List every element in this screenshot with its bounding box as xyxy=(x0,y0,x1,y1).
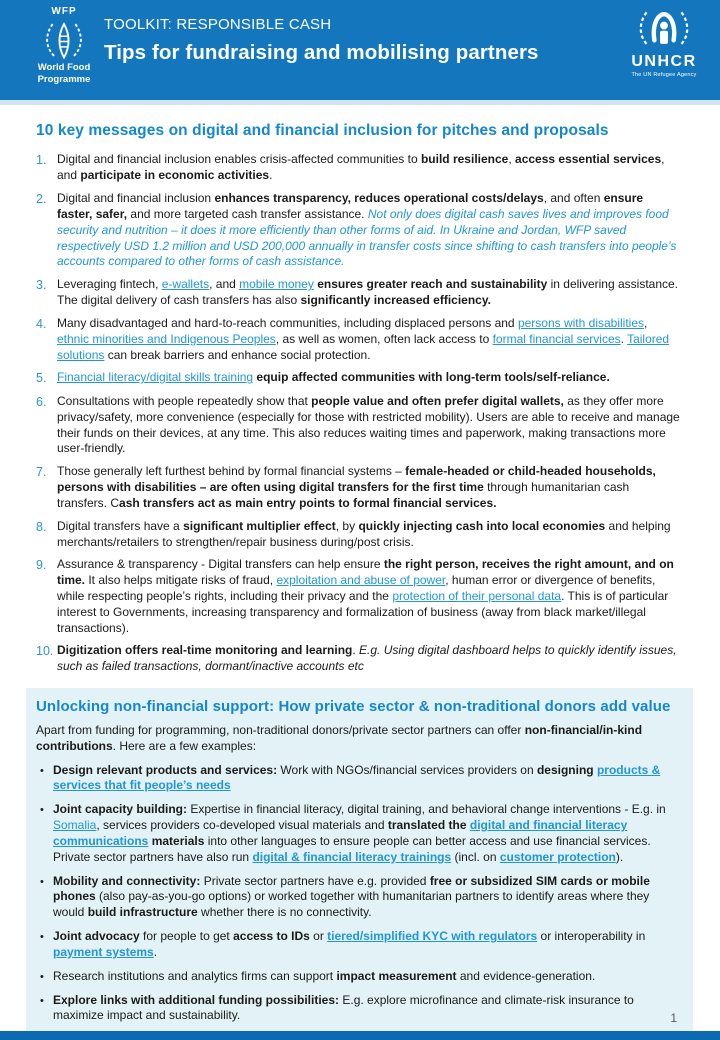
text-run: access to IDs xyxy=(233,929,310,944)
text-run: , by xyxy=(335,518,359,533)
text-run: ash transfers act as main entry points to formal financial services. xyxy=(119,495,497,510)
item-text xyxy=(57,643,680,675)
bullet-marker xyxy=(36,993,53,1025)
item-number: 6. xyxy=(36,394,47,409)
text-run: through humanitarian cash transfers. C xyxy=(57,480,630,510)
inline-link[interactable]: products & services that fit people’s needs xyxy=(53,762,661,793)
text-run: Joint capacity building: xyxy=(53,802,188,817)
text-run: free or subsidized SIM cards or mobile phones xyxy=(53,873,650,904)
text-run: build resilience xyxy=(420,152,509,167)
text-run: Mobility and connectivity: xyxy=(53,873,201,888)
text-run: build infrastructure xyxy=(87,905,198,920)
text-run: designing xyxy=(536,762,597,777)
inline-link[interactable]: mobile money xyxy=(239,277,314,292)
bullet-text xyxy=(53,969,679,985)
text-run: . xyxy=(620,331,628,346)
inline-link[interactable]: Tailored solutions xyxy=(57,331,670,362)
text-run: for people to get xyxy=(139,929,234,944)
bullet-marker xyxy=(36,763,53,795)
text-run: non-financial/in-kind contributions xyxy=(36,722,643,753)
item-text xyxy=(57,191,680,270)
item-number: 9. xyxy=(36,558,47,573)
item-number: 3. xyxy=(36,278,47,293)
item-text xyxy=(57,277,680,309)
item-number: 5. xyxy=(36,371,47,386)
text-run: enhances transparency, reduces operational costs/delays xyxy=(214,191,544,206)
text-run: E.g. explore microfinance and climate-risk insurance to maximize impact and sustainability. xyxy=(53,992,634,1023)
item-text xyxy=(57,152,680,184)
support-bullet-item xyxy=(36,763,679,795)
text-run: Assurance & transparency - Digital transfers can help ensure xyxy=(57,557,384,572)
key-message-item xyxy=(36,464,680,511)
text-run: access essential services xyxy=(515,152,662,167)
text-run: ). xyxy=(615,849,624,864)
text-run: Work with NGOs/financial services providers on xyxy=(277,762,537,777)
text-run: , and often xyxy=(543,191,604,206)
text-run: Explore links with additional funding possibilities: xyxy=(53,992,340,1007)
footer-bar xyxy=(0,1031,720,1040)
key-messages-list xyxy=(36,152,680,675)
text-run: , xyxy=(508,152,516,167)
text-run: , human error or divergence of benefits, while respecting people’s rights, including their privacy and the xyxy=(57,573,656,603)
text-run: in delivering assistance. The digital delivery of cash transfers has also xyxy=(57,277,679,308)
inline-link[interactable]: digital and financial literacy communications xyxy=(53,818,628,848)
text-run: It also helps mitigate risks of fraud, xyxy=(85,573,277,588)
inline-link[interactable]: e-wallets xyxy=(161,277,210,292)
support-section-heading: Unlocking non-financial support: How private sector & non-traditional donors add value xyxy=(36,698,671,716)
bullet-marker xyxy=(36,802,53,865)
text-run: or xyxy=(309,929,328,944)
key-message-item xyxy=(36,152,680,184)
text-run: Those generally left furthest behind by formal financial systems – xyxy=(57,464,406,479)
unhcr-acronym-label: UNHCR xyxy=(631,53,697,70)
wfp-acronym-label: WFP xyxy=(51,6,77,17)
support-bullet-item xyxy=(36,929,679,961)
text-run: Expertise in financial literacy, digital training, and behavioral change interventions - E.g. in xyxy=(187,802,666,817)
text-run: , xyxy=(644,315,648,330)
item-number: 8. xyxy=(36,519,47,534)
inline-link[interactable]: ethnic minorities and Indigenous Peoples xyxy=(57,331,276,346)
text-run: can break barriers and enhance social protection. xyxy=(104,347,371,362)
text-run: Research institutions and analytics firms can support xyxy=(53,968,337,983)
wfp-logo xyxy=(26,5,102,86)
key-message-item xyxy=(36,394,680,457)
support-bullet-list xyxy=(36,763,679,1025)
unhcr-emblem-icon xyxy=(622,8,706,50)
text-run: , and xyxy=(57,152,665,183)
text-run: Digital and financial inclusion enables crisis-affected communities to xyxy=(57,152,421,167)
wfp-name-line1: World Food xyxy=(37,62,91,74)
support-bullet-item xyxy=(36,802,679,865)
text-run: impact measurement xyxy=(336,968,457,983)
text-run: , as well as women, often lack access to xyxy=(275,331,493,346)
wfp-emblem-icon xyxy=(26,18,102,62)
inline-link[interactable]: payment systems xyxy=(53,944,154,959)
text-run: the right person, receives the right amount, and on time. xyxy=(57,557,674,588)
text-run: , services providers co-developed visual materials and xyxy=(96,818,388,833)
item-number: 4. xyxy=(36,316,47,331)
text-run: Apart from funding for programming, non-traditional donors/private sector partners can offer xyxy=(36,722,525,737)
bullet-marker xyxy=(36,874,53,921)
text-run: quickly injecting cash into local economies xyxy=(358,518,606,533)
text-run: and helping merchants/retailers to strengthen/repair business during/post crisis. xyxy=(57,518,671,549)
item-text xyxy=(57,370,680,387)
key-message-item xyxy=(36,519,680,551)
key-message-item xyxy=(36,370,680,387)
inline-link[interactable]: formal financial services xyxy=(492,331,621,346)
bullet-text xyxy=(53,763,679,795)
text-run: equip affected communities with long-term tools/self-reliance. xyxy=(256,370,610,385)
text-run: ensures greater reach and sustainability xyxy=(317,277,548,292)
item-number: 2. xyxy=(36,192,47,207)
bullet-marker xyxy=(36,969,53,985)
inline-link[interactable]: customer protection xyxy=(499,849,616,864)
text-run: (also pay-as-you-go options) or worked together with humanitarian partners to identify areas where they would xyxy=(53,889,650,920)
text-run: materials xyxy=(148,833,205,848)
bullet-marker xyxy=(36,929,53,961)
text-run: , and xyxy=(209,277,240,292)
text-run: whether there is no connectivity. xyxy=(197,905,372,920)
text-run: Leveraging fintech, xyxy=(57,277,162,292)
text-run: ensure faster, safer, xyxy=(57,191,644,221)
text-run: significantly increased efficiency. xyxy=(300,293,491,308)
text-run: translated the xyxy=(387,818,470,833)
inline-link[interactable]: persons with disabilities xyxy=(517,315,645,330)
text-run: female-headed or child-headed households, persons with disabilities – are often using digital transfers for the first time xyxy=(57,464,656,495)
text-run: Many disadvantaged and hard-to-reach communities, including displaced persons and xyxy=(57,315,518,330)
item-number: 10. xyxy=(36,644,54,659)
toolkit-eyebrow: TOOLKIT: RESPONSIBLE CASH xyxy=(104,16,332,33)
text-run: Joint advocacy xyxy=(53,929,140,944)
item-text xyxy=(57,519,680,551)
text-run: . xyxy=(153,944,158,959)
item-text xyxy=(57,316,680,363)
page-title: Tips for fundraising and mobilising partners xyxy=(104,40,539,64)
support-section-intro xyxy=(36,723,679,755)
text-run: Private sector partners have e.g. provided xyxy=(200,873,430,888)
key-message-item xyxy=(36,277,680,309)
text-run: . xyxy=(352,643,360,658)
text-run: into other languages to ensure people can better access and use financial services. Private sector partners have also run xyxy=(53,833,651,864)
item-number: 7. xyxy=(36,465,47,480)
text-run: participate in economic activities xyxy=(80,168,270,183)
text-run: people value and often prefer digital wallets, xyxy=(311,393,564,408)
text-run: Digital transfers have a xyxy=(57,518,184,533)
text-run: Design relevant products and services: xyxy=(53,762,278,777)
text-run: . xyxy=(269,168,273,183)
bullet-text xyxy=(53,802,679,865)
inline-link[interactable]: protection of their personal data xyxy=(392,589,562,603)
inline-link[interactable]: digital & financial literacy trainings xyxy=(252,849,452,864)
non-financial-support-section xyxy=(26,688,693,1034)
bullet-text xyxy=(53,874,679,921)
inline-link[interactable]: Financial literacy/digital skills training xyxy=(57,370,254,385)
text-run: Not only does digital cash saves lives and improves food security and nutrition – it does it more efficiently than other forms of aid. In Ukraine and Jordan, WFP saved respectively USD 1.2 million and USD 200,000 annually in transfer costs since shifting to cash transfers into people’s accounts compared to other forms of cash assistance. xyxy=(57,206,677,269)
bullet-text xyxy=(53,929,679,961)
text-run: E.g. Using digital dashboard helps to quickly identify issues, such as failed transactions, dormant/inactive accounts etc xyxy=(57,643,677,674)
support-bullet-item xyxy=(36,874,679,921)
inline-link[interactable]: exploitation and abuse of power xyxy=(276,573,446,588)
bullet-text xyxy=(53,993,679,1025)
text-run: and evidence-generation. xyxy=(456,968,596,983)
text-run: Digitization offers real-time monitoring and learning xyxy=(57,643,353,658)
key-message-item xyxy=(36,316,680,363)
text-run: Digital and financial inclusion xyxy=(57,191,215,206)
support-bullet-item xyxy=(36,969,679,985)
text-run: and more targeted cash transfer assistance. xyxy=(127,206,368,221)
inline-link[interactable]: Somalia xyxy=(53,818,97,833)
key-messages-heading: 10 key messages on digital and financial inclusion for pitches and proposals xyxy=(36,122,609,139)
text-run: or interoperability in xyxy=(537,929,646,944)
item-text xyxy=(57,394,680,457)
key-message-item xyxy=(36,643,680,675)
wfp-name-line2: Programme xyxy=(37,74,91,86)
page-number: 1 xyxy=(670,1011,677,1026)
key-message-item xyxy=(36,191,680,270)
text-run: as they offer more privacy/safety, more convenience (especially for those with restricted mobility). Users are able to receive and manage their funds on their devices, at any time. This also reduces waiting times and paperwork, making transactions more user-friendly. xyxy=(57,393,680,456)
item-text xyxy=(57,464,680,511)
document-body xyxy=(0,105,720,1034)
item-text xyxy=(57,557,680,636)
inline-link[interactable]: tiered/simplified KYC with regulators xyxy=(327,929,538,944)
page-header xyxy=(0,0,720,100)
unhcr-tagline: The UN Refugee Agency xyxy=(631,72,697,79)
item-number: 1. xyxy=(36,153,47,168)
text-run: (incl. on xyxy=(451,849,500,864)
text-run: significant multiplier effect xyxy=(183,518,336,533)
support-bullet-item xyxy=(36,993,679,1025)
key-message-item xyxy=(36,557,680,636)
unhcr-logo xyxy=(622,8,706,79)
header-titles xyxy=(104,15,539,66)
text-run: . This is of particular interest to Governments, increasing transparency and formalization of business (away from black market/illegal transactions). xyxy=(57,589,669,635)
text-run: Consultations with people repeatedly show that xyxy=(57,393,312,408)
text-run: . Here are a few examples: xyxy=(112,738,257,753)
